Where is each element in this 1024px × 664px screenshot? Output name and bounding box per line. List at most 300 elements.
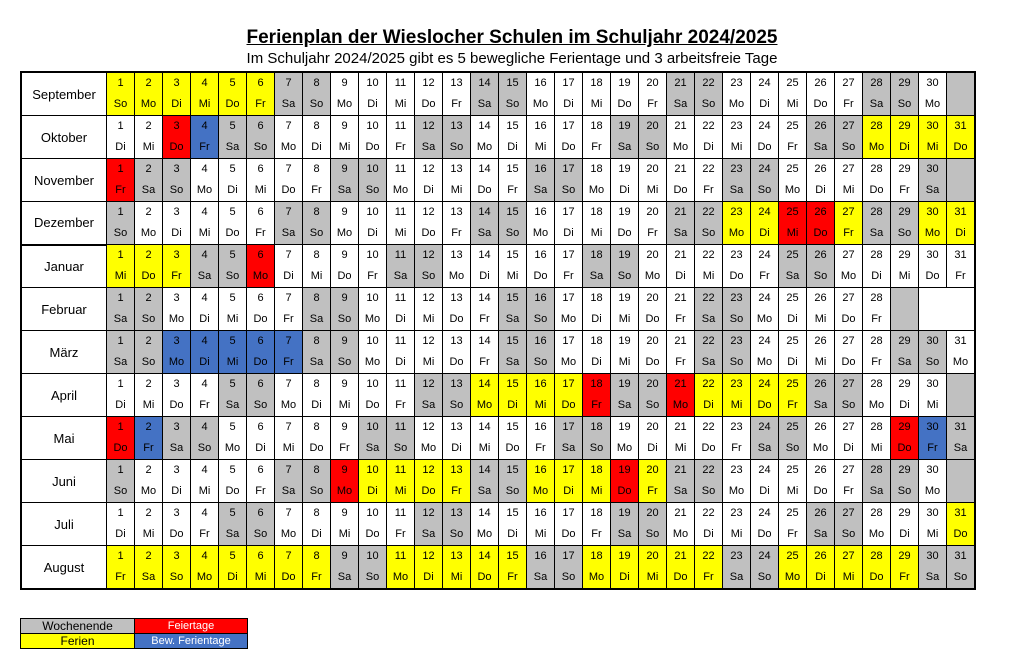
- weekday-label: Fr: [639, 481, 667, 503]
- weekday-label: So: [331, 309, 359, 331]
- weekday-label: Mi: [247, 180, 275, 202]
- day-number: 9: [331, 288, 359, 310]
- day-number: 2: [135, 374, 163, 396]
- day-number: 21: [667, 202, 695, 224]
- weekday-label: So: [891, 481, 919, 503]
- weekday-label: Fr: [555, 266, 583, 288]
- weekday-label: So: [443, 524, 471, 546]
- weekday-label: So: [387, 438, 415, 460]
- day-number: 29: [891, 159, 919, 181]
- weekday-label: So: [107, 94, 135, 116]
- day-number: 25: [779, 159, 807, 181]
- weekday-label: Fr: [247, 223, 275, 245]
- day-number: 26: [807, 374, 835, 396]
- weekday-label: So: [247, 137, 275, 159]
- day-number: 21: [667, 374, 695, 396]
- weekday-label: Sa: [611, 395, 639, 417]
- weekday-label: Mo: [471, 137, 499, 159]
- weekday-label: Mi: [219, 309, 247, 331]
- day-number: 20: [639, 503, 667, 525]
- day-number: 10: [359, 374, 387, 396]
- day-number: 30: [919, 503, 947, 525]
- day-number: 23: [723, 417, 751, 439]
- weekday-label: Sa: [135, 180, 163, 202]
- weekday-label: Mi: [779, 223, 807, 245]
- weekday-label: Di: [219, 180, 247, 202]
- weekday-label: Do: [723, 266, 751, 288]
- month-row-weekdays: [21, 438, 975, 460]
- month-row-day-numbers: [21, 460, 975, 482]
- day-number: 7: [275, 72, 303, 94]
- weekday-label: Mi: [443, 180, 471, 202]
- day-number: 19: [611, 72, 639, 94]
- weekday-label: Di: [303, 137, 331, 159]
- weekday-label: Di: [863, 266, 891, 288]
- day-number: 2: [135, 72, 163, 94]
- weekday-label: So: [555, 567, 583, 589]
- month-name: April: [21, 374, 107, 417]
- month-name: Dezember: [21, 202, 107, 245]
- weekday-label: Fr: [583, 395, 611, 417]
- day-number: 5: [219, 159, 247, 181]
- month-name: August: [21, 546, 107, 590]
- weekday-label: Fr: [947, 266, 976, 288]
- day-number: 11: [387, 546, 415, 568]
- weekday-label: Di: [779, 309, 807, 331]
- day-number: 26: [807, 546, 835, 568]
- weekday-label: So: [163, 180, 191, 202]
- day-number: 19: [611, 503, 639, 525]
- day-number: 3: [163, 460, 191, 482]
- day-number: 5: [219, 116, 247, 138]
- day-number: 4: [191, 245, 219, 267]
- month-row-weekdays: [21, 94, 975, 116]
- weekday-label: Do: [135, 266, 163, 288]
- weekday-label: Mo: [555, 309, 583, 331]
- day-number: 25: [779, 503, 807, 525]
- day-number: 10: [359, 116, 387, 138]
- weekday-label: So: [751, 567, 779, 589]
- day-number: 23: [723, 245, 751, 267]
- day-number: 14: [471, 374, 499, 396]
- weekday-label: Do: [611, 223, 639, 245]
- day-number: 9: [331, 245, 359, 267]
- weekday-label: Di: [891, 395, 919, 417]
- day-number: 7: [275, 159, 303, 181]
- day-number: 30: [919, 546, 947, 568]
- weekday-label: Do: [751, 137, 779, 159]
- legend: [20, 618, 248, 649]
- day-number: 18: [583, 116, 611, 138]
- day-number: 26: [807, 245, 835, 267]
- weekday-label: Mo: [527, 481, 555, 503]
- day-number: 1: [107, 331, 135, 353]
- weekday-label: Di: [415, 180, 443, 202]
- weekday-label: Sa: [135, 567, 163, 589]
- day-number: 18: [583, 331, 611, 353]
- weekday-label: Fr: [863, 352, 891, 374]
- weekday-label: Di: [751, 223, 779, 245]
- weekday-label: Di: [555, 94, 583, 116]
- day-number: 4: [191, 503, 219, 525]
- day-number: 28: [863, 331, 891, 353]
- legend-bew-ferientage: Bew. Ferientage: [135, 634, 248, 649]
- weekday-label: Mo: [835, 266, 863, 288]
- day-number: 6: [247, 245, 275, 267]
- weekday-label: Do: [695, 438, 723, 460]
- weekday-label: Sa: [303, 352, 331, 374]
- weekday-label: Di: [107, 137, 135, 159]
- day-number: 27: [835, 503, 863, 525]
- day-number: 8: [303, 202, 331, 224]
- day-number: 3: [163, 202, 191, 224]
- weekday-label: Di: [387, 309, 415, 331]
- day-number: 1: [107, 460, 135, 482]
- month-name: Februar: [21, 288, 107, 331]
- day-number: 11: [387, 116, 415, 138]
- weekday-label: Fr: [107, 180, 135, 202]
- weekday-label: Mo: [583, 567, 611, 589]
- weekday-label: Do: [863, 180, 891, 202]
- day-number: 30: [919, 159, 947, 181]
- weekday-label: Sa: [779, 266, 807, 288]
- day-number: 15: [499, 503, 527, 525]
- legend-wochenende: Wochenende: [21, 619, 135, 634]
- weekday-label: Fr: [135, 438, 163, 460]
- day-number: 17: [555, 460, 583, 482]
- weekday-label: Fr: [471, 352, 499, 374]
- day-number: 18: [583, 245, 611, 267]
- day-number: 4: [191, 202, 219, 224]
- day-number: 13: [443, 72, 471, 94]
- day-number: 3: [163, 288, 191, 310]
- day-number: 28: [863, 159, 891, 181]
- day-number: 13: [443, 417, 471, 439]
- day-number: 6: [247, 374, 275, 396]
- day-number: 30: [919, 374, 947, 396]
- day-number: 3: [163, 503, 191, 525]
- weekday-label: Mo: [723, 223, 751, 245]
- day-number: 20: [639, 460, 667, 482]
- day-number: 9: [331, 72, 359, 94]
- weekday-label: Di: [611, 180, 639, 202]
- day-number: 29: [891, 546, 919, 568]
- day-number: 29: [891, 374, 919, 396]
- day-number: 20: [639, 116, 667, 138]
- weekday-label: Do: [807, 94, 835, 116]
- legend-feiertage: Feiertage: [135, 619, 248, 634]
- weekday-label: Mo: [555, 352, 583, 374]
- day-number: 7: [275, 331, 303, 353]
- day-number: 6: [247, 546, 275, 568]
- day-number: 19: [611, 331, 639, 353]
- weekday-label: Fr: [667, 309, 695, 331]
- day-number: 1: [107, 245, 135, 267]
- day-number: 18: [583, 503, 611, 525]
- weekday-label: Do: [219, 94, 247, 116]
- weekday-label: Fr: [639, 94, 667, 116]
- day-number: 22: [695, 288, 723, 310]
- weekday-label: Sa: [415, 524, 443, 546]
- day-number: 12: [415, 503, 443, 525]
- day-number: 28: [863, 72, 891, 94]
- weekday-label: Sa: [275, 481, 303, 503]
- weekday-label: Sa: [807, 524, 835, 546]
- day-number: 18: [583, 202, 611, 224]
- weekday-label: Mo: [191, 180, 219, 202]
- weekday-label: Fr: [387, 395, 415, 417]
- weekday-label: Mi: [415, 352, 443, 374]
- weekday-label: Mi: [835, 180, 863, 202]
- day-number: 29: [891, 202, 919, 224]
- day-number: 25: [779, 460, 807, 482]
- day-number: 2: [135, 546, 163, 568]
- day-number: 4: [191, 331, 219, 353]
- month-row-day-numbers: [21, 159, 975, 181]
- weekday-label: Fr: [583, 524, 611, 546]
- day-number: 2: [135, 288, 163, 310]
- day-number: 16: [527, 460, 555, 482]
- weekday-label: Di: [107, 395, 135, 417]
- weekday-label: So: [555, 180, 583, 202]
- weekday-label: So: [583, 438, 611, 460]
- day-number: 19: [611, 202, 639, 224]
- holiday-calendar: [20, 71, 976, 590]
- day-number: 20: [639, 159, 667, 181]
- weekday-label: So: [247, 524, 275, 546]
- day-number: 21: [667, 460, 695, 482]
- weekday-label: Mo: [331, 481, 359, 503]
- weekday-label: Fr: [891, 180, 919, 202]
- empty-cell: [947, 374, 976, 417]
- day-number: 4: [191, 288, 219, 310]
- day-number: 12: [415, 288, 443, 310]
- day-number: 14: [471, 116, 499, 138]
- weekday-label: Mi: [695, 266, 723, 288]
- day-number: 6: [247, 288, 275, 310]
- weekday-label: Di: [779, 352, 807, 374]
- weekday-label: Mi: [919, 137, 947, 159]
- weekday-label: Fr: [163, 266, 191, 288]
- day-number: 7: [275, 116, 303, 138]
- weekday-label: Di: [751, 94, 779, 116]
- weekday-label: Mo: [751, 352, 779, 374]
- day-number: 27: [835, 460, 863, 482]
- day-number: 21: [667, 72, 695, 94]
- day-number: 27: [835, 374, 863, 396]
- day-number: 7: [275, 202, 303, 224]
- day-number: 9: [331, 417, 359, 439]
- day-number: 1: [107, 116, 135, 138]
- weekday-label: Mi: [191, 223, 219, 245]
- weekday-label: Di: [219, 567, 247, 589]
- day-number: 8: [303, 374, 331, 396]
- weekday-label: Sa: [219, 524, 247, 546]
- day-number: 28: [863, 288, 891, 310]
- weekday-label: Mi: [135, 524, 163, 546]
- day-number: 17: [555, 417, 583, 439]
- weekday-label: Sa: [471, 223, 499, 245]
- weekday-label: Fr: [695, 567, 723, 589]
- weekday-label: Sa: [667, 223, 695, 245]
- weekday-label: Mo: [863, 137, 891, 159]
- day-number: 10: [359, 460, 387, 482]
- day-number: 7: [275, 417, 303, 439]
- weekday-label: Fr: [303, 567, 331, 589]
- weekday-label: Fr: [471, 309, 499, 331]
- weekday-label: Mo: [191, 567, 219, 589]
- weekday-label: Mo: [415, 438, 443, 460]
- day-number: 31: [947, 331, 976, 353]
- weekday-label: Di: [695, 395, 723, 417]
- month-name: März: [21, 331, 107, 374]
- weekday-label: So: [499, 481, 527, 503]
- weekday-label: Sa: [863, 94, 891, 116]
- day-number: 22: [695, 202, 723, 224]
- day-number: 15: [499, 374, 527, 396]
- day-number: 7: [275, 288, 303, 310]
- weekday-label: Fr: [499, 180, 527, 202]
- weekday-label: So: [443, 137, 471, 159]
- day-number: 11: [387, 417, 415, 439]
- weekday-label: Mo: [751, 309, 779, 331]
- day-number: 24: [751, 417, 779, 439]
- weekday-label: Mi: [583, 481, 611, 503]
- weekday-label: Mo: [331, 223, 359, 245]
- weekday-label: Mi: [415, 309, 443, 331]
- weekday-label: Di: [443, 438, 471, 460]
- weekday-label: Do: [471, 567, 499, 589]
- weekday-label: Sa: [807, 137, 835, 159]
- weekday-label: Fr: [667, 352, 695, 374]
- weekday-label: So: [695, 481, 723, 503]
- weekday-label: So: [303, 94, 331, 116]
- day-number: 28: [863, 202, 891, 224]
- day-number: 9: [331, 331, 359, 353]
- day-number: 19: [611, 159, 639, 181]
- day-number: 8: [303, 159, 331, 181]
- weekday-label: Di: [583, 309, 611, 331]
- day-number: 14: [471, 460, 499, 482]
- weekday-label: So: [779, 438, 807, 460]
- weekday-label: Sa: [471, 481, 499, 503]
- weekday-label: Mi: [779, 481, 807, 503]
- month-row-day-numbers: [21, 72, 975, 94]
- day-number: 22: [695, 374, 723, 396]
- day-number: 28: [863, 503, 891, 525]
- day-number: 5: [219, 546, 247, 568]
- weekday-label: Mi: [919, 524, 947, 546]
- day-number: 16: [527, 72, 555, 94]
- day-number: 19: [611, 116, 639, 138]
- weekday-label: Mi: [191, 94, 219, 116]
- day-number: 25: [779, 202, 807, 224]
- day-number: 3: [163, 417, 191, 439]
- weekday-label: Di: [555, 481, 583, 503]
- day-number: 11: [387, 503, 415, 525]
- weekday-label: Sa: [723, 180, 751, 202]
- day-number: 30: [919, 202, 947, 224]
- weekday-label: Di: [499, 137, 527, 159]
- day-number: 8: [303, 417, 331, 439]
- day-number: 3: [163, 374, 191, 396]
- weekday-label: Mo: [723, 481, 751, 503]
- weekday-label: So: [359, 180, 387, 202]
- weekday-label: Mo: [667, 395, 695, 417]
- weekday-label: Sa: [723, 567, 751, 589]
- day-number: 23: [723, 503, 751, 525]
- day-number: 25: [779, 331, 807, 353]
- day-number: 27: [835, 331, 863, 353]
- day-number: 4: [191, 546, 219, 568]
- day-number: 6: [247, 460, 275, 482]
- weekday-label: Mo: [919, 223, 947, 245]
- weekday-label: Sa: [863, 481, 891, 503]
- day-number: 25: [779, 417, 807, 439]
- day-number: 11: [387, 288, 415, 310]
- day-number: 14: [471, 202, 499, 224]
- weekday-label: So: [135, 352, 163, 374]
- weekday-label: Mo: [919, 94, 947, 116]
- weekday-label: Mi: [135, 137, 163, 159]
- weekday-label: Mo: [135, 94, 163, 116]
- day-number: 24: [751, 202, 779, 224]
- day-number: 18: [583, 546, 611, 568]
- day-number: 22: [695, 245, 723, 267]
- day-number: 17: [555, 202, 583, 224]
- weekday-label: Mi: [723, 395, 751, 417]
- weekday-label: Do: [415, 481, 443, 503]
- day-number: 9: [331, 460, 359, 482]
- weekday-label: Di: [471, 266, 499, 288]
- weekday-label: So: [499, 94, 527, 116]
- weekday-label: So: [947, 567, 976, 589]
- weekday-label: Mi: [779, 94, 807, 116]
- weekday-label: Mi: [583, 94, 611, 116]
- weekday-label: Mo: [247, 266, 275, 288]
- weekday-label: Do: [275, 567, 303, 589]
- weekday-label: Sa: [695, 352, 723, 374]
- weekday-label: Do: [751, 395, 779, 417]
- month-row-weekdays: [21, 223, 975, 245]
- weekday-label: Do: [107, 438, 135, 460]
- weekday-label: Mo: [667, 524, 695, 546]
- month-row-weekdays: [21, 180, 975, 202]
- day-number: 3: [163, 72, 191, 94]
- day-number: 4: [191, 460, 219, 482]
- empty-cell: [891, 288, 919, 331]
- weekday-label: Mi: [275, 438, 303, 460]
- weekday-label: Fr: [443, 481, 471, 503]
- day-number: 12: [415, 72, 443, 94]
- weekday-label: Fr: [779, 524, 807, 546]
- page-subtitle: Im Schuljahr 2024/2025 gibt es 5 bewegliche Ferientage und 3 arbeitsfreie Tage: [246, 50, 778, 67]
- weekday-label: Mo: [863, 524, 891, 546]
- day-number: 29: [891, 503, 919, 525]
- day-number: 19: [611, 460, 639, 482]
- weekday-label: Sa: [555, 438, 583, 460]
- day-number: 8: [303, 72, 331, 94]
- weekday-label: Do: [303, 438, 331, 460]
- day-number: 26: [807, 503, 835, 525]
- weekday-label: Mi: [303, 266, 331, 288]
- weekday-label: Fr: [331, 438, 359, 460]
- day-number: 2: [135, 460, 163, 482]
- day-number: 15: [499, 288, 527, 310]
- day-number: 2: [135, 202, 163, 224]
- day-number: 20: [639, 417, 667, 439]
- weekday-label: Di: [415, 567, 443, 589]
